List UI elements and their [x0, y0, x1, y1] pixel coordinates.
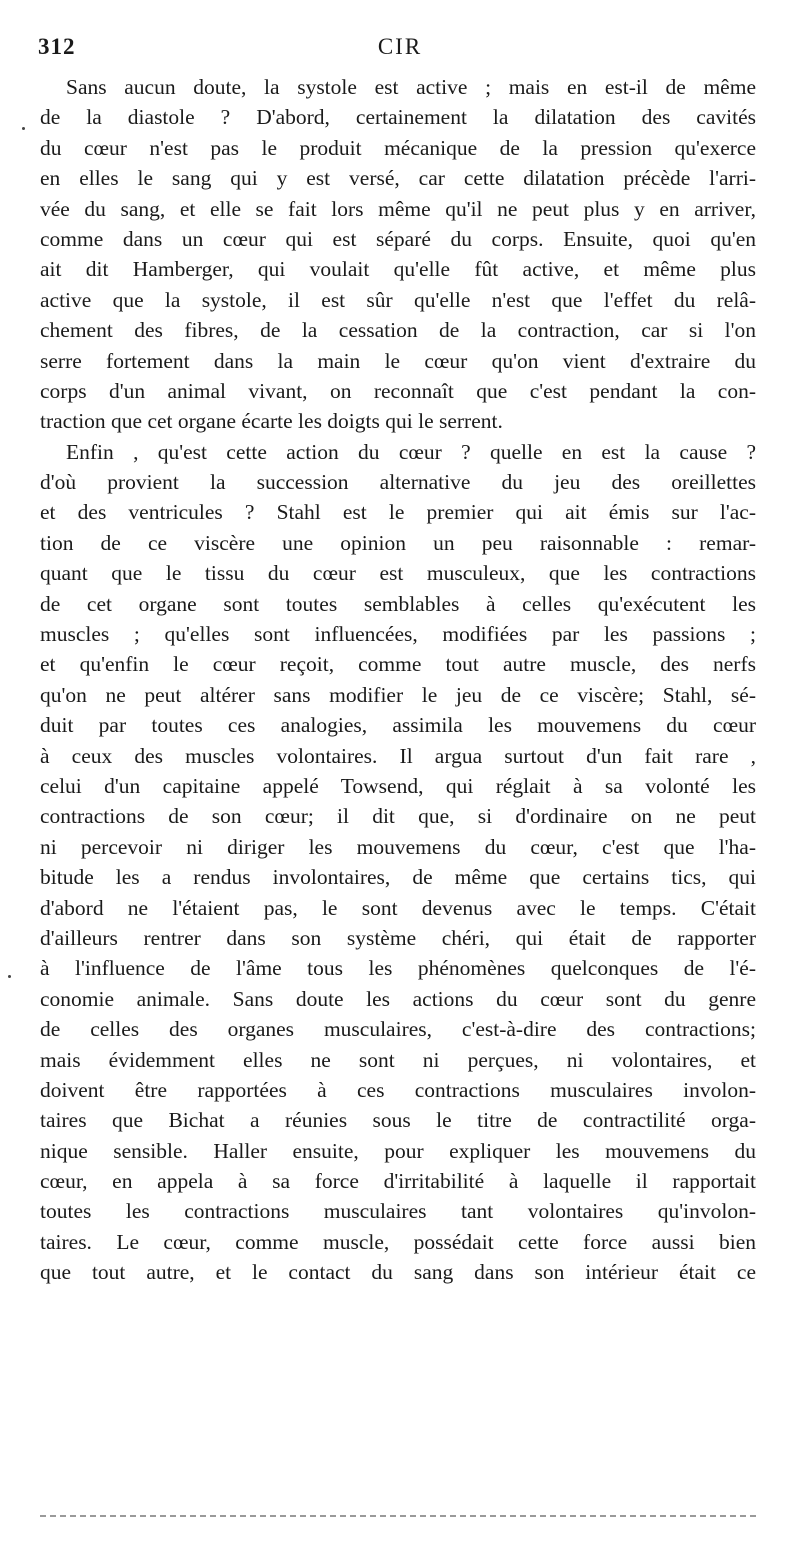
- text-line: taires. Le cœur, comme muscle, possédait cette force aussi bien: [40, 1229, 756, 1254]
- text-line: qu'on ne peut altérer sans modifier le jeu de ce viscère; Stahl, sé-: [40, 682, 756, 707]
- text-line: de cet organe sont toutes semblables à celles qu'exécutent les: [40, 591, 756, 616]
- text-line: serre fortement dans la main le cœur qu'on vient d'extraire du: [40, 348, 756, 373]
- text-line: mais évidemment elles ne sont ni perçues, ni volontaires, et: [40, 1047, 756, 1072]
- text-line: comme dans un cœur qui est séparé du corps. Ensuite, quoi qu'en: [40, 226, 756, 251]
- text-line: d'où provient la succession alternative du jeu des oreillettes: [40, 470, 756, 495]
- text-line: du cœur n'est pas le produit mécanique de la pression qu'exerce: [40, 135, 756, 160]
- text-line: traction que cet organe écarte les doigts qui le serrent.: [40, 409, 503, 434]
- text-line: d'abord ne l'étaient pas, le sont devenus avec le temps. C'était: [40, 895, 756, 920]
- text-line: chement des fibres, de la cessation de la contraction, car si l'on: [40, 318, 756, 343]
- text-line: à ceux des muscles volontaires. Il argua surtout d'un fait rare ,: [40, 743, 756, 768]
- running-title: CIR: [377, 34, 423, 59]
- text-line: ait dit Hamberger, qui voulait qu'elle fût active, et même plus: [40, 257, 756, 282]
- text-line: toutes les contractions musculaires tant volontaires qu'involon-: [40, 1199, 756, 1224]
- footer-rule: [40, 1515, 756, 1517]
- text-line: taires que Bichat a réunies sous le titre de contractilité orga-: [40, 1108, 756, 1133]
- text-line: tion de ce viscère une opinion un peu raisonnable : remar-: [40, 530, 756, 555]
- text-line: conomie animale. Sans doute les actions du cœur sont du genre: [40, 986, 756, 1011]
- text-line: corps d'un animal vivant, on reconnaît que c'est pendant la con-: [40, 378, 756, 403]
- margin-speck: [8, 975, 11, 978]
- margin-speck: [22, 127, 25, 130]
- text-line: Sans aucun doute, la systole est active ; mais en est-il de même: [66, 75, 756, 99]
- text-line: et des ventricules ? Stahl est le premier qui ait émis sur l'ac-: [40, 500, 756, 525]
- text-line: muscles ; qu'elles sont influencées, modifiées par les passions ;: [40, 622, 756, 647]
- text-line: de la diastole ? D'abord, certainement la dilatation des cavités: [40, 105, 756, 130]
- text-line: de celles des organes musculaires, c'est-à-dire des contractions;: [40, 1017, 756, 1042]
- text-line: nique sensible. Haller ensuite, pour expliquer les mouvemens du: [40, 1138, 756, 1163]
- text-line: bitude les a rendus involontaires, de même que certains tics, qui: [40, 865, 756, 890]
- body-text: [40, 72, 756, 1288]
- text-line: celui d'un capitaine appelé Towsend, qui réglait à sa volonté les: [40, 773, 756, 798]
- paragraph: [40, 437, 756, 1288]
- running-header: [38, 34, 762, 68]
- text-line: d'ailleurs rentrer dans son système chéri, qui était de rapporter: [40, 925, 756, 950]
- text-line: active que la systole, il est sûr qu'elle n'est que l'effet du relâ-: [40, 287, 756, 312]
- text-line: vée du sang, et elle se fait lors même qu'il ne peut plus y en arriver,: [40, 196, 756, 221]
- text-line: et qu'enfin le cœur reçoit, comme tout autre muscle, des nerfs: [40, 652, 756, 677]
- text-line: doivent être rapportées à ces contractions musculaires involon-: [40, 1077, 756, 1102]
- text-line: à l'influence de l'âme tous les phénomènes quelconques de l'é-: [40, 956, 756, 981]
- text-line: que tout autre, et le contact du sang dans son intérieur était ce: [40, 1260, 756, 1285]
- text-line: quant que le tissu du cœur est musculeux, que les contractions: [40, 561, 756, 586]
- text-line: ni percevoir ni diriger les mouvemens du cœur, c'est que l'ha-: [40, 834, 756, 859]
- paragraph: [40, 72, 756, 437]
- text-line: duit par toutes ces analogies, assimila les mouvemens du cœur: [40, 713, 756, 738]
- text-line: cœur, en appela à sa force d'irritabilité à laquelle il rapportait: [40, 1169, 756, 1194]
- text-line: Enfin , qu'est cette action du cœur ? quelle en est la cause ?: [66, 439, 756, 464]
- text-line: contractions de son cœur; il dit que, si d'ordinaire on ne peut: [40, 804, 756, 829]
- text-line: en elles le sang qui y est versé, car cette dilatation précède l'arri-: [40, 166, 756, 191]
- page-number: 312: [38, 34, 76, 59]
